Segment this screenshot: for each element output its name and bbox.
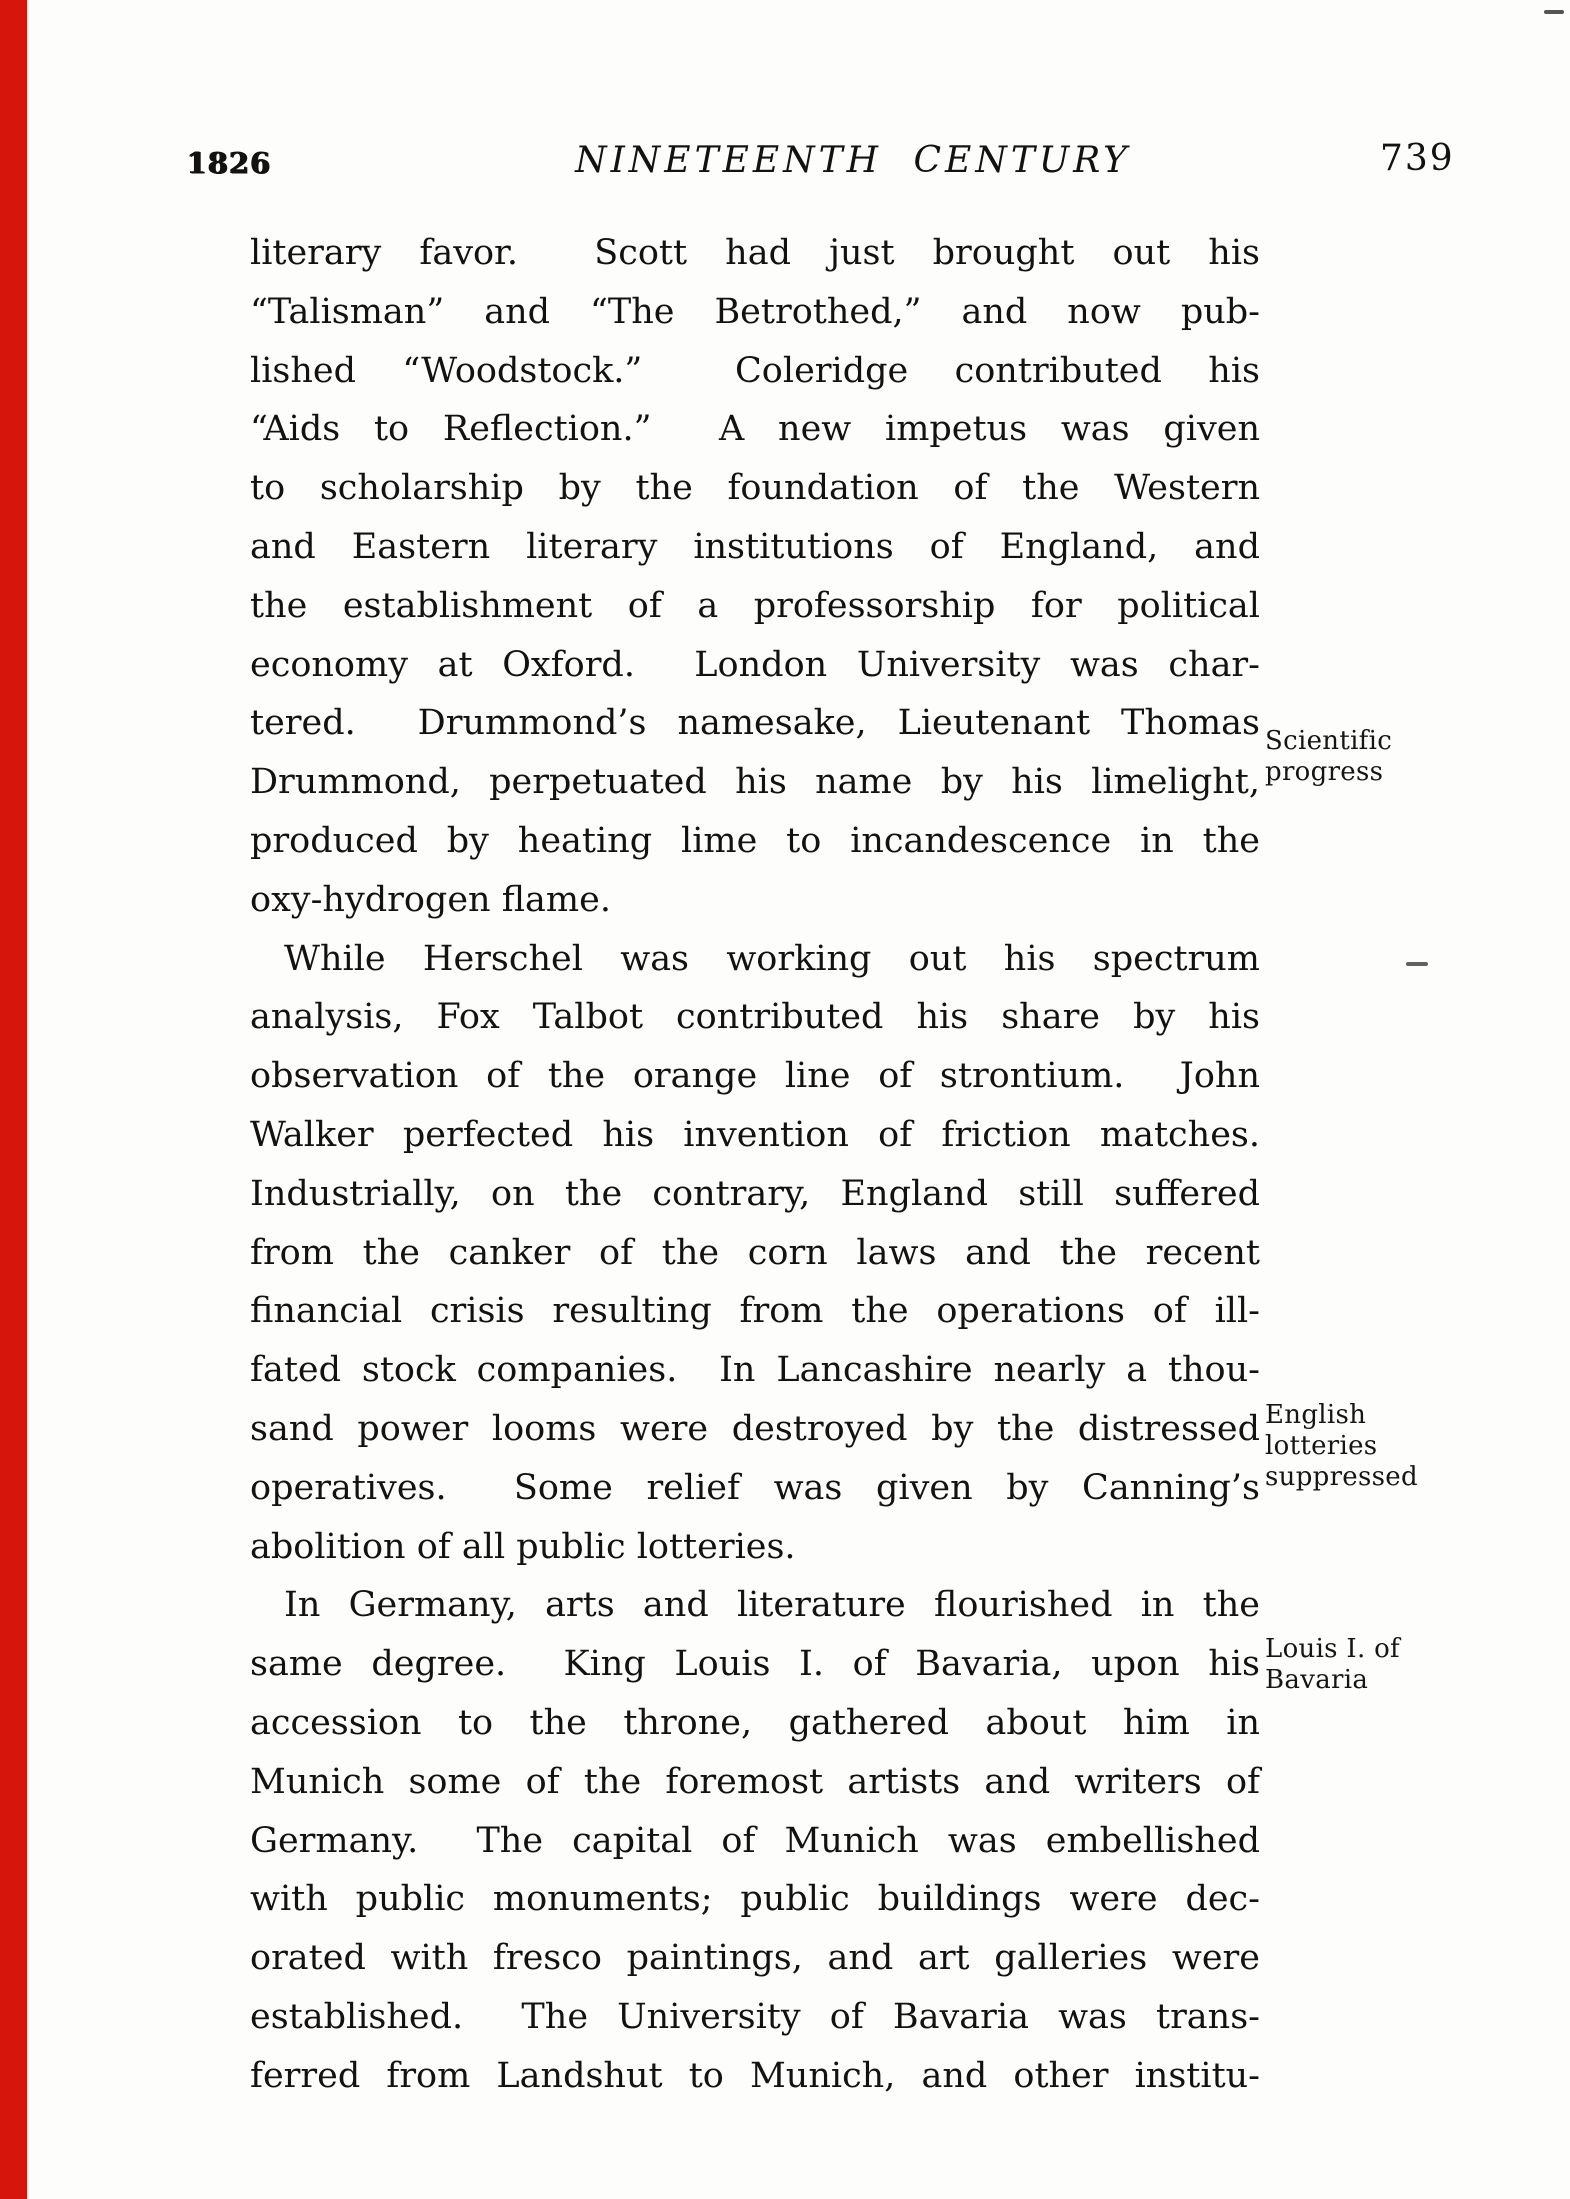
text-line: orated with fresco paintings, and art galleries were xyxy=(250,1938,1260,1979)
text-line: produced by heating lime to incandescence in the xyxy=(250,820,1260,861)
margin-note-line: Louis I. of xyxy=(1265,1634,1400,1664)
text-line: established. The University of Bavaria was trans- xyxy=(250,1996,1260,2037)
text-line: lished “Woodstock.” Coleridge contributed his xyxy=(250,350,1260,391)
text-line: analysis, Fox Talbot contributed his share by his xyxy=(250,997,1260,1038)
text-line: “Talisman” and “The Betrothed,” and now pub- xyxy=(250,291,1260,332)
margin-note xyxy=(1265,1634,1480,1696)
text-line: to scholarship by the foundation of the Western xyxy=(250,468,1260,509)
scan-mark-top-right xyxy=(1544,10,1564,14)
margin-note-line: Bavaria xyxy=(1265,1665,1369,1695)
text-line: “Aids to Reflection.” A new impetus was given xyxy=(250,409,1260,450)
body-text xyxy=(250,224,1260,2106)
text-line: Munich some of the foremost artists and writers of xyxy=(250,1761,1260,1802)
text-line: ferred from Landshut to Munich, and other institu- xyxy=(250,2055,1260,2096)
text-line: Drummond, perpetuated his name by his limelight, xyxy=(250,762,1260,803)
text-line: literary favor. Scott had just brought out his xyxy=(250,233,1260,273)
red-scan-edge-strip xyxy=(0,0,27,2199)
text-line: with public monuments; public buildings were dec- xyxy=(250,1879,1260,1920)
margin-note-line: English xyxy=(1265,1400,1367,1430)
scan-mark-mid-right xyxy=(1406,962,1428,966)
margin-note xyxy=(1265,1400,1480,1493)
margin-note-line: lotteries xyxy=(1265,1431,1378,1461)
text-line: tered. Drummond’s namesake, Lieutenant Thomas xyxy=(250,703,1260,744)
header-page-number: 739 xyxy=(1380,138,1455,179)
margin-note-line: suppressed xyxy=(1265,1462,1418,1492)
text-line: In Germany, arts and literature flourished in the xyxy=(284,1585,1260,1626)
text-line: and Eastern literary institutions of England, and xyxy=(250,526,1260,567)
text-line: While Herschel was working out his spectrum xyxy=(284,938,1260,979)
text-line: same degree. King Louis I. of Bavaria, upon his xyxy=(250,1644,1260,1685)
margin-note xyxy=(1265,726,1480,788)
text-line: observation of the orange line of strontium. John xyxy=(250,1056,1260,1097)
text-line: operatives. Some relief was given by Canning’s xyxy=(250,1467,1260,1508)
margin-note-line: progress xyxy=(1265,757,1384,787)
text-line: oxy-hydrogen flame. xyxy=(250,879,611,920)
text-line: economy at Oxford. London University was char- xyxy=(250,644,1260,685)
margin-note-line: Scientific xyxy=(1265,726,1393,756)
text-line: Germany. The capital of Munich was embellished xyxy=(250,1820,1260,1861)
text-line: the establishment of a professorship for political xyxy=(250,585,1260,626)
text-line: Industrially, on the contrary, England still suffered xyxy=(250,1173,1260,1214)
text-line: from the canker of the corn laws and the recent xyxy=(250,1232,1260,1273)
header-year: 1826 xyxy=(186,146,271,180)
text-line: accession to the throne, gathered about him in xyxy=(250,1702,1260,1743)
text-line: financial crisis resulting from the operations of ill- xyxy=(250,1291,1260,1332)
text-line: sand power looms were destroyed by the distressed xyxy=(250,1408,1260,1449)
text-line: fated stock companies. In Lancashire nearly a thou- xyxy=(250,1350,1260,1391)
text-line: abolition of all public lotteries. xyxy=(250,1526,796,1567)
text-line: Walker perfected his invention of friction matches. xyxy=(250,1114,1260,1155)
page-title: NINETEENTH CENTURY xyxy=(575,140,1131,181)
